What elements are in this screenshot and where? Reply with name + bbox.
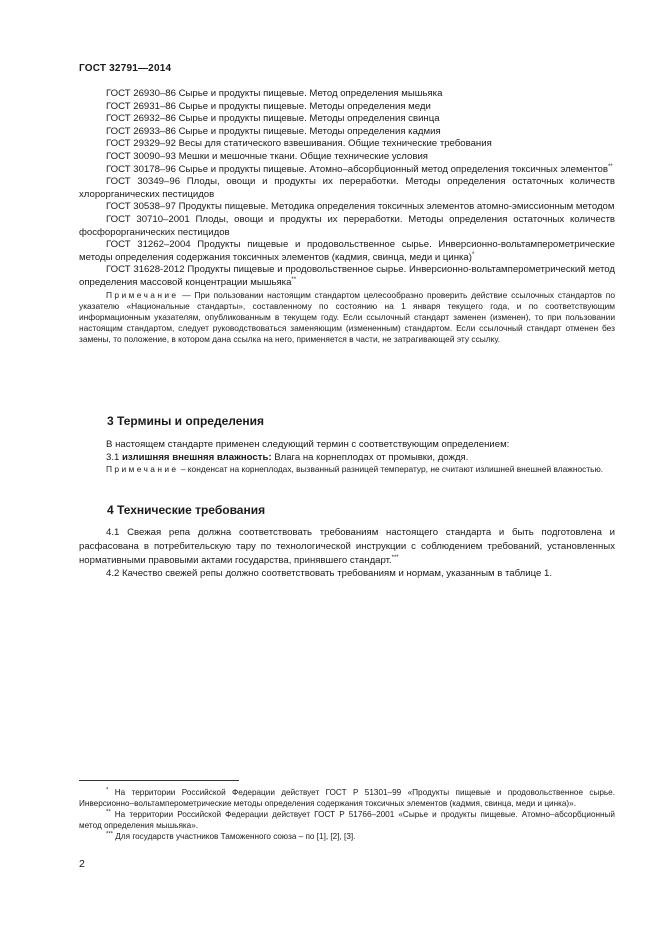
ref-item: ГОСТ 29329–92 Весы для статического взвешивания. Общие технические требования <box>106 138 492 150</box>
ref-item: ГОСТ 26933–86 Сырье и продукты пищевые. Методы определения кадмия <box>106 125 441 137</box>
footnote-mark: * <box>106 787 109 794</box>
ref-item: ГОСТ 30538–97 Продукты пищевые. Методика определения токсичных элементов атомно-эмиссионным методом <box>106 201 615 213</box>
ref-item <box>79 239 615 264</box>
footnote-text: Для государств участников Таможенного союза – по [1], [2], [3]. <box>115 832 356 841</box>
normative-references <box>79 88 615 346</box>
footnote <box>79 787 615 809</box>
term-text: Влага на корнеплодах от промывки, дождя. <box>274 451 469 463</box>
footnote-mark: *** <box>106 831 114 838</box>
footnote-text: На территории Российской Федерации действует ГОСТ Р 51766–2001 «Сырье и продукты пищевые. Атомно–абсорбционный метод определения мышьяка». <box>79 810 616 830</box>
footnote-mark: *** <box>391 554 399 561</box>
note-label: Примечание <box>106 289 179 300</box>
note-text: – конденсат на корнеплодах, вызванный разницей температур, не считают излишней внешней влажностью. <box>180 464 604 475</box>
ref-item: ГОСТ 26930–86 Сырье и продукты пищевые. Метод определения мышьяка <box>106 88 443 99</box>
footnote <box>79 831 615 842</box>
section-3-intro: В настоящем стандарте применен следующий термин с соответствующим определением: <box>106 439 510 450</box>
footnote-mark: ** <box>607 163 613 170</box>
footnote-text: На территории Российской Федерации действует ГОСТ Р 51301–99 «Продукты пищевые и продовольственное сырье. Инверсионно–вольтамперометрические методы определения содержания токсичных элементов (кадмия, свинца, меди и цинка)». <box>79 788 615 808</box>
document-header: ГОСТ 32791—2014 <box>79 63 172 74</box>
term-note <box>79 464 615 475</box>
footnote-mark: * <box>471 251 475 258</box>
ref-item: ГОСТ 26932–86 Сырье и продукты пищевые. Методы определения свинца <box>106 113 440 125</box>
ref-item <box>79 264 615 289</box>
ref-item: ГОСТ 30710–2001 Плоды, овощи и продукты их переработки. Методы определения остаточных количеств фосфорорганических пестицидов <box>79 213 615 238</box>
ref-item: ГОСТ 26931–86 Сырье и продукты пищевые. Методы определения меди <box>106 100 431 112</box>
section-3-body <box>79 439 615 475</box>
footnotes <box>79 787 615 842</box>
term-number: 3.1 <box>106 451 120 463</box>
requirement-text: 4.1 Свежая репа должна соответствовать требованиям настоящего стандарта и быть подготовлена и расфасована в потребительскую тару по технологической инструкции с соблюдением требований, установленных нормативными правовыми актами государства, принявшего стандарт. <box>79 527 615 566</box>
footnote-mark: ** <box>291 276 297 283</box>
ref-item <box>79 164 615 177</box>
note-label: Примечание <box>106 464 179 475</box>
term-definition <box>79 452 615 465</box>
footnote <box>79 809 615 831</box>
ref-item: ГОСТ 30090–93 Мешки и мешочные ткани. Общие технические условия <box>106 150 428 162</box>
section-4-body <box>79 526 615 581</box>
section-3-title: 3 Термины и определения <box>107 414 265 428</box>
footnote-mark: ** <box>106 809 111 816</box>
ref-text: ГОСТ 31628-2012 Продукты пищевые и продовольственное сырье. Инверсионно-вольтамперометрический метод определения массовой концентрации мышьяка <box>79 264 615 288</box>
page-number: 2 <box>79 858 85 870</box>
footnote-divider <box>79 780 239 781</box>
ref-text: ГОСТ 31262–2004 Продукты пищевые и продовольственное сырье. Инверсионно-вольтамперометрические методы определения содержания токсичных элементов (кадмия, свинца, меди и цинка) <box>79 239 615 263</box>
ref-text: ГОСТ 30178–96 Сырье и продукты пищевые. Атомно–абсорбционный метод определения токсичных элементов <box>106 163 608 175</box>
note-text: — При пользовании настоящим стандартом целесообразно проверить действие ссылочных стандартов по указателю «Национальные стандарты», составленному по состоянию на 1 января текущего года, и по соответствующим информационным указателям, опубликованным в текущем году. Если ссылочный стандарт заменен (изменен), то при пользовании настоящим стандартом, следует руководствоваться заменяющим (измененным) стандартом. Если ссылочный стандарт отменен без замены, то положение, в котором дана ссылка на него, применяется в части, не затрагивающей эту ссылку. <box>79 289 615 345</box>
refs-note <box>79 290 615 346</box>
requirement-4-2: 4.2 Качество свежей репы должно соответствовать требованиям и нормам, указанным в таблице 1. <box>106 568 553 580</box>
section-4-title: 4 Технические требования <box>107 503 266 517</box>
term-name: излишняя внешняя влажность: <box>122 451 272 463</box>
requirement-4-1 <box>79 526 615 567</box>
ref-item: ГОСТ 30349–96 Плоды, овощи и продукты их переработки. Методы определения остаточных количеств хлорорганических пестицидов <box>79 176 615 200</box>
